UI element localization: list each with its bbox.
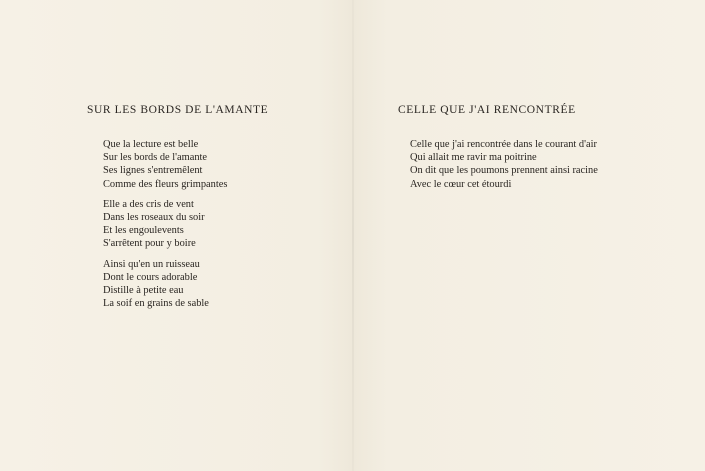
stanza bbox=[103, 138, 227, 191]
stanza bbox=[103, 258, 227, 311]
verse-line: Dont le cours adorable bbox=[103, 271, 198, 283]
verse-line: Elle a des cris de vent bbox=[103, 198, 194, 210]
verse-line: Ainsi qu'en un ruisseau bbox=[103, 258, 200, 270]
verse-line: Sur les bords de l'amante bbox=[103, 152, 208, 164]
poem-title: CELLE QUE J'AI RENCONTRÉE bbox=[398, 104, 576, 116]
stanza bbox=[103, 198, 227, 251]
verse-line: Qui allait me ravir ma poitrine bbox=[410, 152, 537, 164]
verse-line: Que la lecture est belle bbox=[103, 139, 199, 150]
verse-line: On dit que les poumons prennent ainsi racine bbox=[410, 165, 598, 177]
verse-line: Et les engoulevents bbox=[103, 225, 184, 237]
verse-line: Ses lignes s'entremêlent bbox=[103, 165, 203, 177]
right-page bbox=[354, 0, 705, 471]
verse-line: Comme des fleurs grimpantes bbox=[103, 178, 228, 190]
stanza bbox=[410, 138, 598, 191]
poem-body bbox=[410, 138, 598, 198]
verse-line: Celle que j'ai rencontrée dans le courant d'air bbox=[410, 139, 597, 150]
poem-title: SUR LES BORDS DE L'AMANTE bbox=[87, 104, 269, 116]
left-page bbox=[0, 0, 352, 471]
verse-line: La soif en grains de sable bbox=[103, 298, 209, 310]
verse-line: Distille à petite eau bbox=[103, 285, 184, 297]
poem-body bbox=[103, 138, 227, 317]
verse-line: S'arrêtent pour y boire bbox=[103, 238, 196, 250]
verse-line: Dans les roseaux du soir bbox=[103, 212, 205, 224]
verse-line: Avec le cœur cet étourdi bbox=[410, 178, 512, 190]
